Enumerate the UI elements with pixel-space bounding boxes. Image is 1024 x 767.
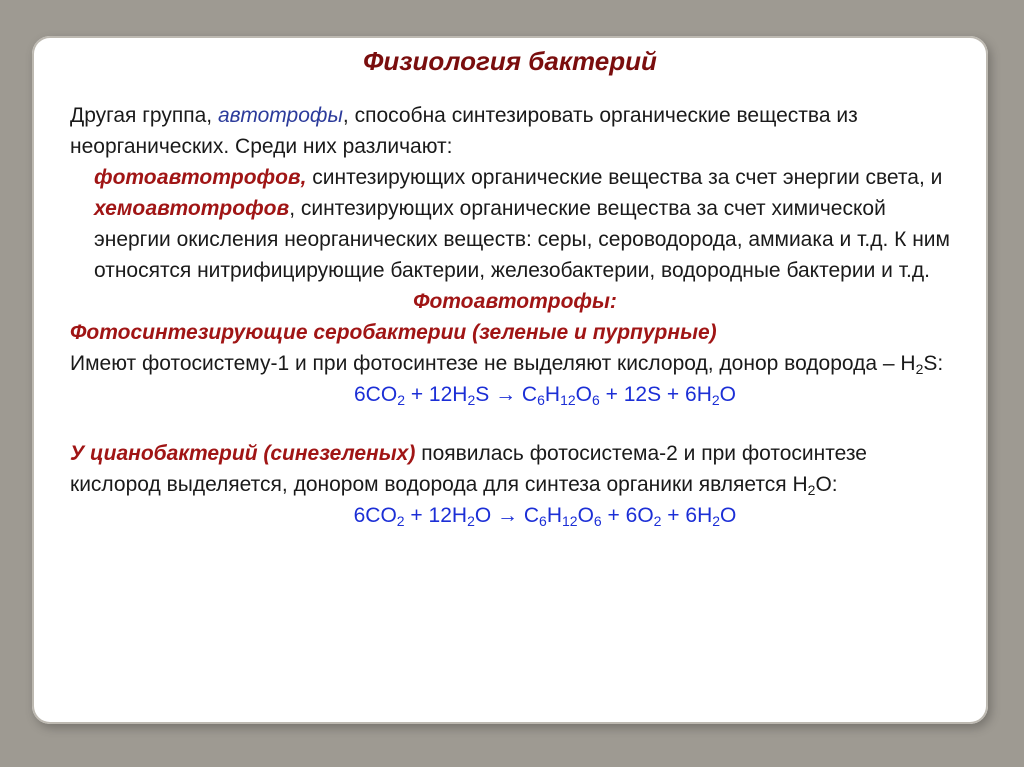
eq2-sub-f: 2 [653,513,662,529]
eq2-sub-c: 6 [539,513,547,529]
cyano-text-sub: 2 [807,482,816,498]
sulfur-text-end: S: [923,352,944,375]
eq2-part-g: + 6H [661,504,713,527]
section-heading: Фотоавтотрофы: [413,290,617,313]
eq1-sub-b: 2 [467,392,476,408]
details-paragraph [70,162,960,286]
eq1-sub-e: 6 [591,392,600,408]
eq1-sub-f: 2 [711,392,720,408]
slide-panel [32,36,988,724]
details-text-2: , синтезирующих органические вещества за счет химической энергии окисления неорганических веществ: серы, сероводорода, аммиака и т.д. К ним относятся нитрифицирующие бактерии, железобактерии, водородные бактерии и т.д. [94,197,950,282]
eq1-part-f: + 12S + 6H [599,383,712,406]
slide-body [70,100,960,531]
sulfur-bacteria-heading: Фотосинтезирующие серобактерии (зеленые и пурпурные) [70,321,717,344]
eq2-sub-b: 2 [467,513,475,529]
eq1-part-a: 6CO [354,383,398,406]
sulfur-bacteria-text [70,348,960,379]
eq1-part-c: S → C [475,383,538,406]
eq1-part-b: + 12H [404,383,468,406]
cyano-text-end: O: [815,473,838,496]
cyano-paragraph [70,438,960,500]
eq2-part-f: + 6O [601,504,654,527]
intro-paragraph [70,100,960,162]
spacer [70,410,960,438]
equation-2 [70,500,960,531]
slide-title: Физиология бактерий [363,46,657,76]
equation-1 [70,379,960,410]
sulfur-text: Имеют фотосистему-1 и при фотосинтезе не выделяют кислород, донор водорода – H [70,352,916,375]
eq1-sub-d: 12 [560,392,576,408]
eq1-part-e: O [575,383,592,406]
eq2-sub-g: 2 [712,513,721,529]
intro-text-2: , способна синтезировать органические вещества из неорганических. Среди них различают: [70,104,858,158]
details-text-1: синтезирующих органические вещества за счет энергии света, и [306,166,943,189]
eq1-part-g: O [719,383,736,406]
eq1-sub-c: 6 [537,392,545,408]
eq2-sub-a: 2 [396,513,405,529]
cyanobacteria-heading: У цианобактерий (синезеленых) [70,442,416,465]
eq2-sub-d: 12 [562,513,578,529]
eq2-part-e: O [577,504,594,527]
eq2-part-b: + 12H [404,504,468,527]
eq2-sub-e: 6 [593,513,602,529]
eq2-part-a: 6CO [353,504,397,527]
photoautotrophs-term: фотоавтотрофов, [94,166,307,189]
eq2-part-d: H [546,504,562,527]
eq1-sub-a: 2 [397,392,405,408]
cyano-text: появилась фотосистема-2 и при фотосинтезе кислород выделяется, донором водорода для синтеза органики является H [70,442,867,496]
intro-text-1: Другая группа, [70,104,218,127]
eq1-part-d: H [544,383,561,406]
eq2-part-h: O [720,504,737,527]
eq2-part-c: O → C [474,504,540,527]
chemoautotrophs-term: хемоавтотрофов [94,197,290,220]
autotrophs-term: автотрофы [217,104,343,127]
sulfur-text-sub: 2 [915,361,924,377]
